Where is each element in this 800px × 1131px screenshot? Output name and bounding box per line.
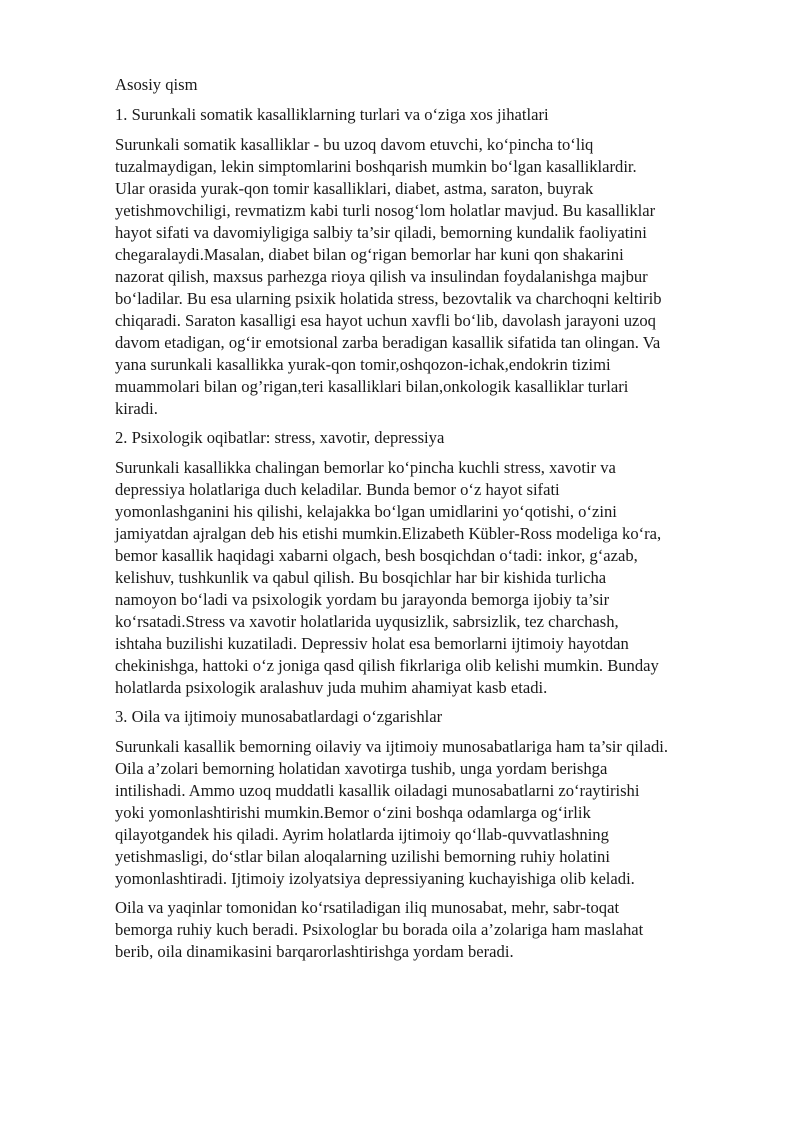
section-3-heading: 3. Oila va ijtimoiy munosabatlardagi o‘zgarishlar	[115, 707, 443, 726]
text-line: yetishmovchiligi, revmatizm kabi turli nosog‘lom holatlar mavjud. Bu kasalliklar	[115, 201, 656, 220]
text-line: yoki yomonlashtirishi mumkin.Bemor o‘zini boshqa odamlarga og‘irlik	[115, 803, 591, 822]
text-line: chegaralaydi.Masalan, diabet bilan og‘rigan bemorlar har kuni qon shakarini	[115, 245, 624, 264]
text-line: tuzalmaydigan, lekin simptomlarini boshqarish mumkin bo‘lgan kasalliklardir.	[115, 157, 637, 176]
section-1-paragraph	[115, 134, 745, 420]
section-2-paragraph	[115, 457, 745, 699]
text-line: yetishmasligi, do‘stlar bilan aloqalarning uzilishi bemorning ruhiy holatini	[115, 847, 610, 866]
document-page	[115, 74, 745, 970]
text-line: holatlarda psixologik aralashuv juda muhim ahamiyat kasb etadi.	[115, 678, 548, 697]
section-title: Asosiy qism	[115, 75, 198, 94]
text-line: ishtaha buzilishi kuzatiladi. Depressiv holat esa bemorlarni ijtimoiy hayotdan	[115, 634, 629, 653]
text-line: hayot sifati va davomiyligiga salbiy ta’sir qiladi, bemorning kundalik faoliyatini	[115, 223, 647, 242]
text-line: Oila a’zolari bemorning holatidan xavotirga tushib, unga yordam berishga	[115, 759, 608, 778]
text-line: yomonlashganini his qilishi, kelajakka bo‘lgan umidlarini yo‘qotishi, o‘zini	[115, 502, 617, 521]
section-1-heading: 1. Surunkali somatik kasalliklarning turlari va o‘ziga xos jihatlari	[115, 105, 549, 124]
text-line: Oila va yaqinlar tomonidan ko‘rsatiladigan iliq munosabat, mehr, sabr-toqat	[115, 898, 620, 917]
text-line: yana surunkali kasallikka yurak-qon tomir,oshqozon-ichak,endokrin tizimi	[115, 355, 611, 374]
section-3-paragraph-2	[115, 897, 745, 963]
text-line: namoyon bo‘ladi va psixologik yordam bu jarayonda bemorga ijobiy ta’sir	[115, 590, 610, 609]
text-line: kelishuv, tushkunlik va qabul qilish. Bu bosqichlar har bir kishida turlicha	[115, 568, 607, 587]
text-line: kiradi.	[115, 399, 158, 418]
text-line: Surunkali somatik kasalliklar - bu uzoq davom etuvchi, ko‘pincha to‘liq	[115, 135, 594, 154]
text-line: jamiyatdan ajralgan deb his etishi mumkin.Elizabeth Kübler-Ross modeliga ko‘ra,	[115, 524, 662, 543]
text-line: davom etadigan, og‘ir emotsional zarba beradigan kasallik sifatida tan olingan. Va	[115, 333, 661, 352]
text-line: intilishadi. Ammo uzoq muddatli kasallik oiladagi munosabatlarni zo‘raytirishi	[115, 781, 640, 800]
text-line: Surunkali kasallikka chalingan bemorlar ko‘pincha kuchli stress, xavotir va	[115, 458, 616, 477]
section-3-paragraph-1	[115, 736, 745, 890]
text-line: berib, oila dinamikasini barqarorlashtirishga yordam beradi.	[115, 942, 514, 961]
text-line: depressiya holatlariga duch keladilar. Bunda bemor o‘z hayot sifati	[115, 480, 560, 499]
text-line: chiqaradi. Saraton kasalligi esa hayot uchun xavfli bo‘lib, davolash jarayoni uzoq	[115, 311, 656, 330]
text-line: nazorat qilish, maxsus parhezga rioya qilish va insulindan foydalanishga majbur	[115, 267, 648, 286]
text-line: chekinishga, hattoki o‘z joniga qasd qilish fikrlariga olib kelishi mumkin. Bunday	[115, 656, 659, 675]
text-line: muammolari bilan og’rigan,teri kasalliklari bilan,onkologik kasalliklar turlari	[115, 377, 629, 396]
text-line: bemor kasallik haqidagi xabarni olgach, besh bosqichdan o‘tadi: inkor, g‘azab,	[115, 546, 638, 565]
text-line: yomonlashtiradi. Ijtimoiy izolyatsiya depressiyaning kuchayishiga olib keladi.	[115, 869, 635, 888]
text-line: ko‘rsatadi.Stress va xavotir holatlarida uyqusizlik, sabrsizlik, tez charchash,	[115, 612, 619, 631]
text-line: Surunkali kasallik bemorning oilaviy va ijtimoiy munosabatlariga ham ta’sir qiladi.	[115, 737, 669, 756]
text-line: bo‘ladilar. Bu esa ularning psixik holatida stress, bezovtalik va charchoqni keltirib	[115, 289, 662, 308]
text-line: Ular orasida yurak-qon tomir kasalliklari, diabet, astma, saraton, buyrak	[115, 179, 594, 198]
section-2-heading: 2. Psixologik oqibatlar: stress, xavotir, depressiya	[115, 428, 445, 447]
text-line: qilayotgandek his qiladi. Ayrim holatlarda ijtimoiy qo‘llab-quvvatlashning	[115, 825, 609, 844]
text-line: bemorga ruhiy kuch beradi. Psixologlar bu borada oila a’zolariga ham maslahat	[115, 920, 644, 939]
